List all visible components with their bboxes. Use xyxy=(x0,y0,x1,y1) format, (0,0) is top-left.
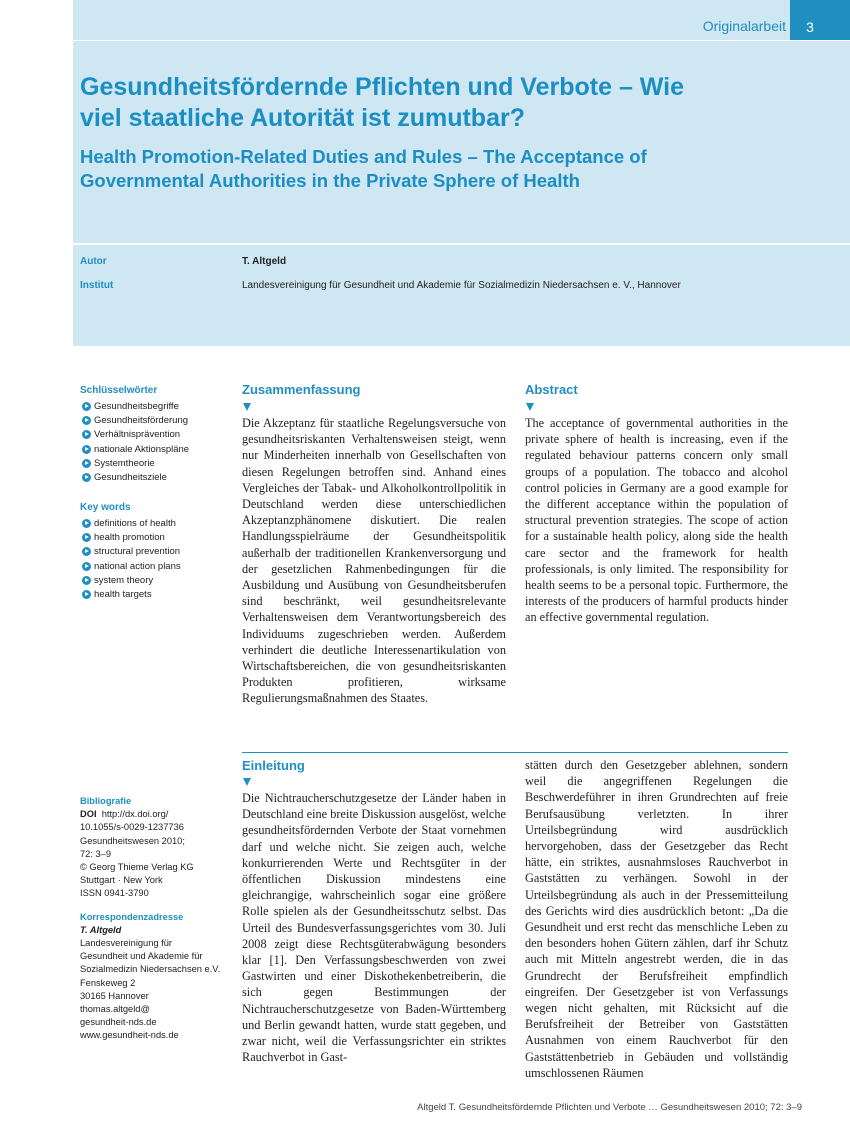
arrow-down-icon xyxy=(526,403,534,411)
correspondence-website: www.gesundheit-nds.de xyxy=(80,1030,179,1041)
keywords-english xyxy=(80,501,230,602)
bullet-arrow-icon xyxy=(82,533,91,542)
author-label: Autor xyxy=(80,256,107,267)
keyword-item: nationale Aktionspläne xyxy=(80,443,230,457)
correspondence-line: Fenskeweg 2 xyxy=(80,977,136,988)
bibliography-line: 10.1055/s-0029-1237736 xyxy=(80,822,184,833)
bibliography-line: Stuttgart · New York xyxy=(80,875,163,886)
title-german: Gesundheitsfördernde Pflichten und Verbote – Wie viel staatliche Autorität ist zumutbar? xyxy=(80,73,685,132)
keyword-item: Gesundheitsziele xyxy=(80,471,230,485)
abstract-heading: Abstract xyxy=(525,382,578,397)
section-label: Originalarbeit xyxy=(702,18,786,34)
keyword-item: system theory xyxy=(80,574,230,588)
institute-label: Institut xyxy=(80,280,114,291)
keyword-item: health targets xyxy=(80,588,230,602)
doi-line: DOI http://dx.doi.org/ xyxy=(80,809,169,820)
bibliography-line: 72: 3–9 xyxy=(80,848,112,859)
abstract-text: The acceptance of governmental authorities in the private sphere of health is increasing, even if the regulated behaviour patterns concern only small groups of a population. The tobacco and alcohol control policies in Germany are a good example for the different acceptance within the population of structural prevention strategies. The scope of action for a sustainable health policy, along side the health care sector and the framework for health professionals, is only limited. The responsibility for health seems to be a personal topic. Furthermore, the interests of the producers of harmful products hinder an effective governmental regulation. xyxy=(525,416,788,625)
correspondence-heading: Korrespondenzadresse xyxy=(80,911,184,922)
summary-heading: Zusammenfassung xyxy=(242,382,361,397)
keywords-english-heading: Key words xyxy=(80,502,131,513)
bibliography-block xyxy=(80,795,238,1043)
keyword-item: Gesundheitsbegriffe xyxy=(80,400,230,414)
bullet-arrow-icon xyxy=(82,430,91,439)
bullet-arrow-icon xyxy=(82,562,91,571)
keyword-item: definitions of health xyxy=(80,517,230,531)
intro-heading: Einleitung xyxy=(242,758,305,773)
bullet-arrow-icon xyxy=(82,576,91,585)
bibliography-line: © Georg Thieme Verlag KG xyxy=(80,862,194,873)
keyword-item: health promotion xyxy=(80,531,230,545)
bullet-arrow-icon xyxy=(82,445,91,454)
section-divider xyxy=(242,752,788,753)
keyword-item: Systemtheorie xyxy=(80,457,230,471)
correspondence-line: Sozialmedizin Niedersachsen e.V. xyxy=(80,964,221,975)
correspondence-line: 30165 Hannover xyxy=(80,990,149,1001)
bullet-arrow-icon xyxy=(82,459,91,468)
summary-text: Die Akzeptanz für staatliche Regelungsversuche von gesundheitsriskanten Verhaltensweisen steigt, wenn nur Minderheiten innerhalb von Gesellschaften von diesen Regelungen betroffen sind. Anhand eines Vergleiches der Tabak- und Alkoholkontrollpolitik in Deutschland werden diese unterschiedlichen Akzeptanzphänomene diskutiert. Die realen Handlungsspielräume der Gesundheitspolitik außerhalb der traditionellen Krankenversorgung und der gesetzlichen Rahmenbedingungen für die Ausbildung und Ausübung von Gesundheitsberufen sind beschränkt, weil gesundheitsrelevante Verhaltensweisen dem Verantwortungsbereich des Individuums zugeschrieben werden. Außerdem verhindert die deutliche Interessenartikulation von Wirtschaftsbereichen, die von gesundheitsriskanten Produkten profitieren, wirksame Regulierungsmaßnahmen des Staates. xyxy=(242,416,506,706)
meta-band xyxy=(73,245,850,346)
intro-text-col1: Die Nichtraucherschutzgesetze der Länder haben in Deutschland eine breite Diskussion ausgelöst, welche gesundheitsfördernden Verbote der Staat vornehmen darf und welche nicht. Sie zeigen auch, welche konkurrierenden Werte und Rechtsgüter in der öffentlichen Diskussion mindestens eine gleichrangige, wahrscheinlich sogar eine größere Rolle spielen als der Gesundheitsschutz selbst. Das Urteil des Bundesverfassungsgerichtes vom 30. Juli 2008 zeigt diese Rechtsgüterabwägung besonders klar [1]. Den Verfassungsbeschwerden von zwei Gastwirten und einer Diskothekenbetreiberin, die sich gegen Bestimmungen der Nichtraucherschutzgesetze von Baden-Württemberg und Berlin gewandt hatten, wurde statt gegeben, und zwar nicht, weil die Verfassungsrichter ein striktes Rauchverbot in Gast- xyxy=(242,791,506,1065)
intro-text-col2: stätten durch den Gesetzgeber ablehnen, sondern weil die angegriffenen Regelungen die Beschwerdeführer in ihren Grundrechten auf freie Berufsausübung verletzten. In ihrer Urteilsbegründung wird ausdrücklich hervorgehoben, dass der Gesetzgeber das Recht hätte, ein striktes, ausnahmsloses Rauchverbot in Gaststätten zu verhängen. Sowohl in der Urteilsbegründung als auch in der Pressemitteilung des Gerichts wird dies ausdrücklich betont: „Da die Gesundheit und erst recht das menschliche Leben zu den besonders hohen Gütern zählen, darf ihr Schutz auch mit Mitteln angestrebt werden, die in das Grundrecht der Berufsfreiheit empfindlich eingreifen. Der Gesetzgeber ist von Verfassungs wegen nicht gehalten, mit Rücksicht auf die Berufsfreiheit der Betreiber von Gaststätten Ausnahmen von einem Rauchverbot für den Gaststättenbetrieb in Gebäuden und vollständig umschlossenen Räumen xyxy=(525,758,788,1080)
keywords-german-heading: Schlüsselwörter xyxy=(80,385,158,396)
keyword-item: national action plans xyxy=(80,560,230,574)
title-english: Health Promotion-Related Duties and Rules – The Acceptance of Governmental Authorities in the Private Sphere of Health xyxy=(80,146,647,191)
bullet-arrow-icon xyxy=(82,416,91,425)
bullet-arrow-icon xyxy=(82,473,91,482)
author-name: T. Altgeld xyxy=(242,256,287,267)
header-top-bar xyxy=(73,0,850,41)
institute-value: Landesvereinigung für Gesundheit und Akademie für Sozialmedizin Niedersachsen e. V., Hannover xyxy=(242,280,681,291)
bullet-arrow-icon xyxy=(82,402,91,411)
page-number: 3 xyxy=(790,0,850,40)
arrow-down-icon xyxy=(243,403,251,411)
bibliography-line: ISSN 0941-3790 xyxy=(80,888,149,899)
keyword-item: Gesundheitsförderung xyxy=(80,414,230,428)
bibliography-heading: Bibliografie xyxy=(80,796,132,806)
correspondence-email: thomas.altgeld@ xyxy=(80,1004,150,1015)
bibliography-line: Gesundheitswesen 2010; xyxy=(80,835,185,846)
page-footer: Altgeld T. Gesundheitsfördernde Pflichten und Verbote … Gesundheitswesen 2010; 72: 3–9 xyxy=(417,1102,802,1113)
keyword-item: Verhältnisprävention xyxy=(80,428,230,442)
correspondence-line: Landesvereinigung für xyxy=(80,938,173,949)
arrow-down-icon xyxy=(243,778,251,786)
keyword-item: structural prevention xyxy=(80,545,230,559)
correspondence-line: Gesundheit und Akademie für xyxy=(80,951,203,962)
keywords-german xyxy=(80,384,230,485)
correspondence-email: gesundheit-nds.de xyxy=(80,1017,157,1028)
bullet-arrow-icon xyxy=(82,519,91,528)
correspondence-name: T. Altgeld xyxy=(80,924,122,935)
bullet-arrow-icon xyxy=(82,547,91,556)
bullet-arrow-icon xyxy=(82,590,91,599)
